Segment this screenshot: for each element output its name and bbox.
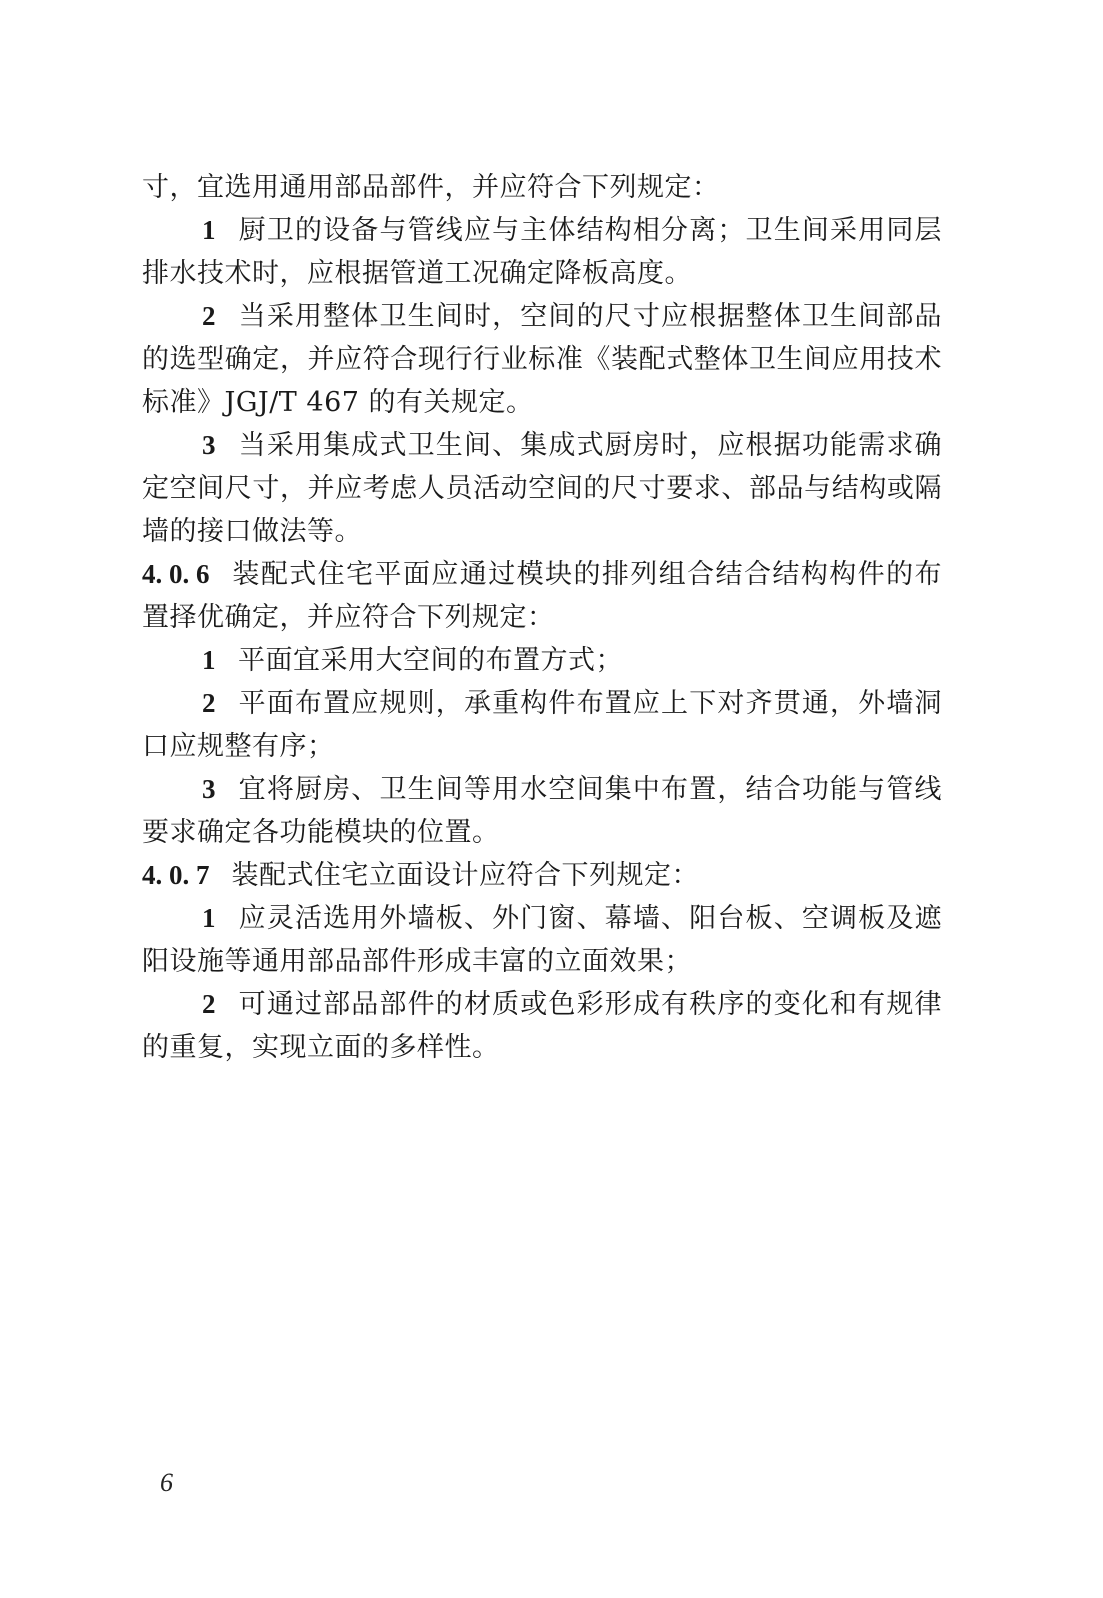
clause [142, 854, 942, 897]
paragraph-continuation [142, 166, 942, 209]
list-item [142, 209, 942, 295]
paragraph-text: 寸，宜选用通用部品部件，并应符合下列规定： [142, 172, 720, 203]
item-text: 平面宜采用大空间的布置方式； [238, 645, 623, 676]
item-text: 平面布置应规则，承重构件布置应上下对齐贯通，外墙洞口应规整有序； [142, 688, 942, 762]
list-item [142, 639, 942, 682]
item-number: 3 [202, 430, 216, 460]
item-text: 当采用集成式卫生间、集成式厨房时，应根据功能需求确定空间尺寸，并应考虑人员活动空间的尺寸要求、部品与结构或隔墙的接口做法等。 [142, 430, 942, 547]
item-number: 1 [202, 903, 216, 933]
clause-number: 4. 0. 7 [142, 860, 210, 890]
item-text: 宜将厨房、卫生间等用水空间集中布置，结合功能与管线要求确定各功能模块的位置。 [142, 774, 942, 848]
item-text: 当采用整体卫生间时，空间的尺寸应根据整体卫生间部品的选型确定，并应符合现行行业标准《装配式整体卫生间应用技术标准》JGJ/T 467 的有关规定。 [142, 301, 942, 418]
item-number: 1 [202, 645, 216, 675]
list-item [142, 983, 942, 1069]
item-number: 2 [202, 688, 216, 718]
clause [142, 553, 942, 639]
item-text: 厨卫的设备与管线应与主体结构相分离；卫生间采用同层排水技术时，应根据管道工况确定降板高度。 [142, 215, 942, 289]
list-item [142, 897, 942, 983]
list-item [142, 295, 942, 424]
item-text: 应灵活选用外墙板、外门窗、幕墙、阳台板、空调板及遮阳设施等通用部品部件形成丰富的立面效果； [142, 903, 942, 977]
item-number: 2 [202, 301, 216, 331]
list-item [142, 682, 942, 768]
item-number: 1 [202, 215, 216, 245]
list-item [142, 424, 942, 553]
item-text: 可通过部品部件的材质或色彩形成有秩序的变化和有规律的重复，实现立面的多样性。 [142, 989, 942, 1063]
item-number: 2 [202, 989, 216, 1019]
page-number: 6 [160, 1468, 173, 1497]
clause-number: 4. 0. 6 [142, 559, 210, 589]
item-number: 3 [202, 774, 216, 804]
list-item [142, 768, 942, 854]
clause-text: 装配式住宅平面应通过模块的排列组合结合结构构件的布置择优确定，并应符合下列规定： [142, 559, 942, 633]
document-body [142, 166, 942, 1069]
clause-text: 装配式住宅立面设计应符合下列规定： [231, 860, 699, 891]
